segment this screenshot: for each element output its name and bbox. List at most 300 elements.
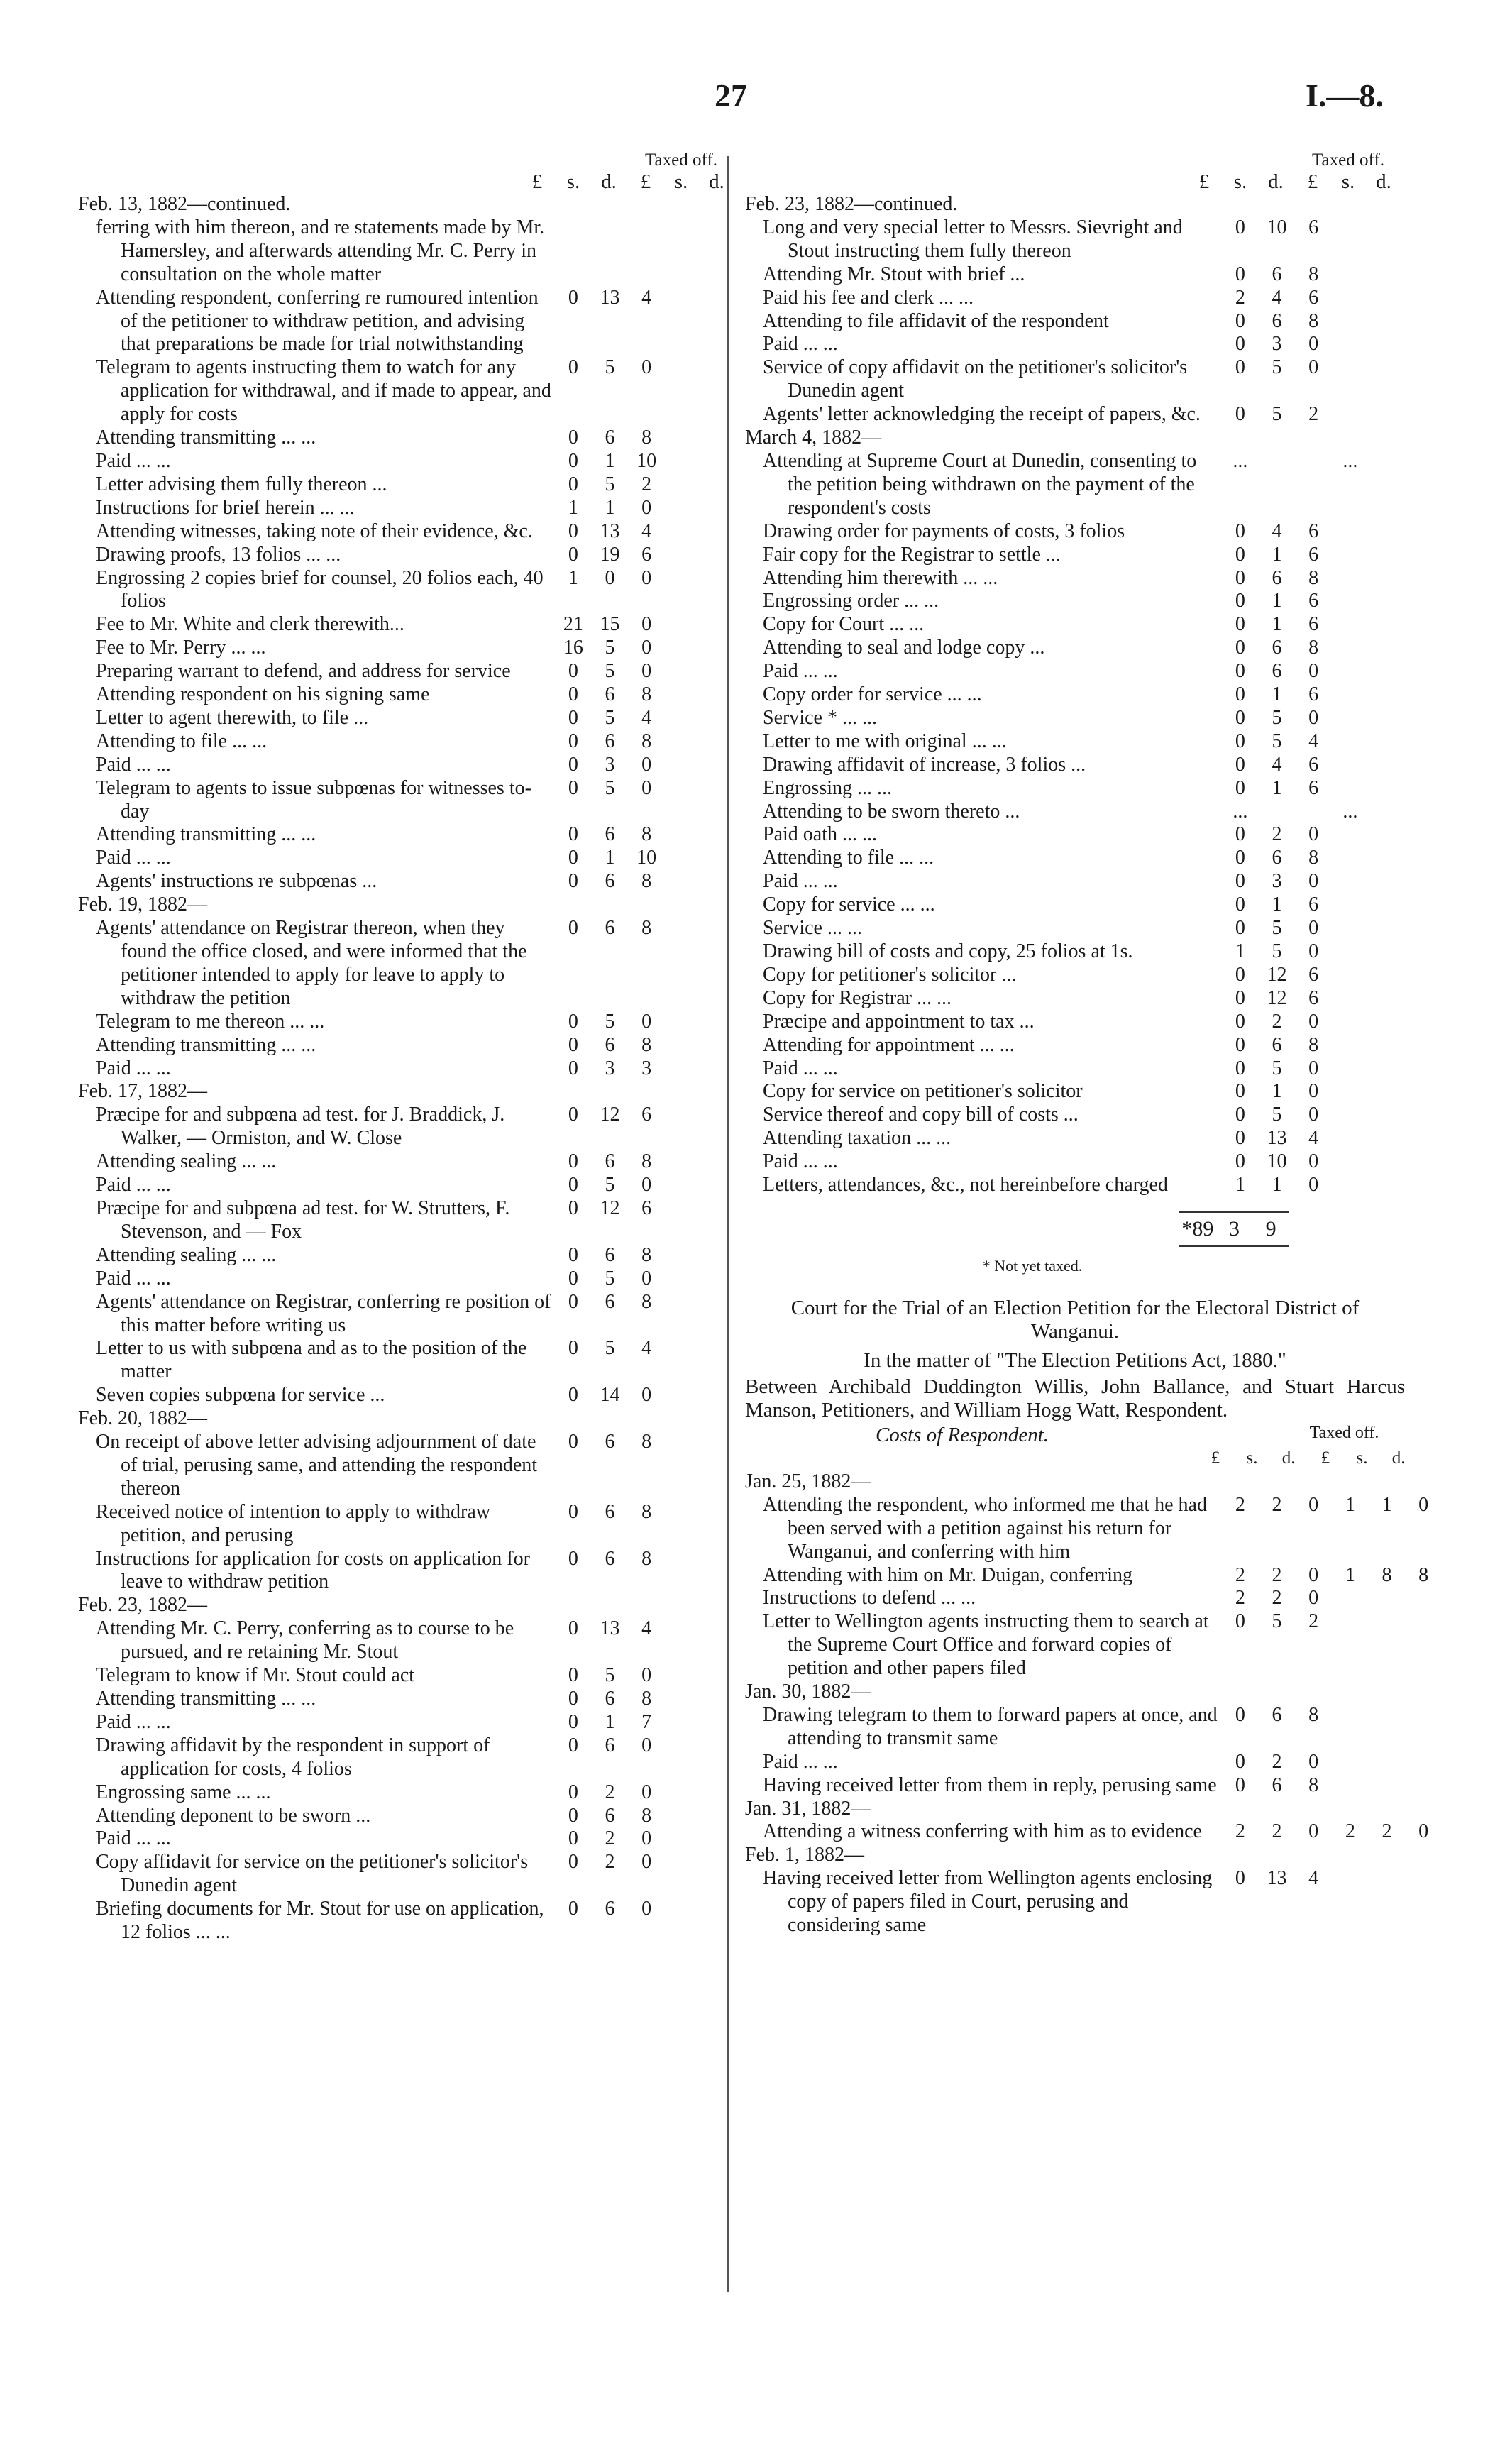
shilling-label: s. (1233, 170, 1247, 193)
amount-pounds: 0 (1235, 519, 1245, 542)
amount-shillings: 3 (605, 753, 615, 776)
cost-entry (745, 567, 1405, 590)
cost-entry (745, 847, 1405, 870)
amount-pence: 0 (1308, 706, 1319, 729)
amount-shillings: 6 (605, 870, 615, 893)
shilling-label: s. (1341, 170, 1355, 193)
entry-description: Paid ... ... (96, 847, 171, 869)
pence-label: d. (1281, 1448, 1296, 1468)
amount-pence: 6 (641, 1197, 652, 1219)
column-header (78, 150, 738, 193)
amount-pounds: 0 (568, 847, 578, 869)
amount-pence: 4 (1308, 730, 1319, 752)
amount-shillings: 6 (605, 1500, 615, 1523)
amount-pence: 8 (1308, 1703, 1319, 1726)
amount-pounds: 0 (1235, 893, 1245, 916)
amount-pounds: 0 (1235, 870, 1245, 893)
amount-shillings: 5 (605, 660, 615, 683)
cost-entry (78, 287, 738, 357)
entry-description: Paid ... ... (96, 753, 171, 776)
entry-description: Paid ... ... (763, 660, 838, 683)
entry-description: Attending Mr. Stout with brief ... (763, 263, 1025, 285)
amount-shillings: 5 (605, 1337, 615, 1360)
entry-description: Letter to us with subpœna and as to the position of the matter (96, 1337, 527, 1383)
cost-entry (745, 870, 1405, 893)
entry-description: Attending him therewith ... ... (763, 566, 998, 589)
amount-pounds: 0 (568, 1174, 578, 1197)
cost-entry (78, 1384, 738, 1407)
cost-entry (745, 660, 1405, 683)
cost-entry (745, 801, 1405, 824)
entry-description: Præcipe for and subpœna ad test. for W. Strutters, F. Stevenson, and — Fox (96, 1197, 510, 1243)
entry-description: Drawing telegram to them to forward papers at once, and attending to transmit same (763, 1703, 1218, 1749)
amount-shillings: 1 (1272, 613, 1282, 636)
cost-entry (745, 403, 1405, 427)
cost-entry (745, 1704, 1405, 1751)
amount-shillings: 2 (1272, 1587, 1282, 1610)
bill-total (745, 1211, 1405, 1247)
cost-entry (745, 637, 1405, 660)
entry-description: Præcipe for and subpœna ad test. for J. Braddick, J. Walker, — Ormiston, and W. Close (96, 1104, 505, 1150)
respondent-cost-entries (745, 1470, 1429, 1937)
amount-pounds: 0 (1235, 1057, 1245, 1079)
entry-description: Engrossing ... ... (763, 776, 892, 799)
entry-description: Letters, attendances, &c., not hereinbefore charged (763, 1174, 1168, 1197)
amount-pounds: 0 (1235, 333, 1245, 356)
amount-shillings: 6 (605, 1431, 615, 1453)
entry-description: Copy for service on petitioner's solicitor (763, 1080, 1083, 1103)
amount-shillings: 5 (605, 356, 615, 379)
amount-pounds: 0 (568, 1267, 578, 1289)
taxed-pounds: 1 (1345, 1563, 1355, 1586)
entry-description: Paid ... ... (96, 1827, 171, 1850)
taxed-shillings: 8 (1382, 1563, 1392, 1586)
amount-pence: 8 (641, 870, 652, 893)
cost-entry (78, 520, 738, 544)
amount-pence: 8 (641, 1500, 652, 1523)
amount-pounds: 0 (1235, 1750, 1245, 1773)
amount-pounds: 0 (568, 473, 578, 495)
amount-shillings: 5 (1272, 706, 1282, 729)
amount-pounds: 2 (1235, 1820, 1245, 1843)
amount-shillings: 2 (1272, 1750, 1282, 1773)
amount-pounds: 0 (1235, 216, 1245, 238)
amount-shillings: 5 (1272, 1057, 1282, 1079)
amount-pounds: 0 (1235, 1773, 1245, 1796)
page-number: 27 (715, 77, 747, 114)
cost-entry (78, 450, 738, 473)
cost-entry (745, 1011, 1405, 1034)
cost-entry (745, 964, 1405, 987)
shilling-label: s. (566, 170, 580, 193)
amount-pence: 0 (641, 1174, 652, 1197)
amount-pounds: 0 (568, 1827, 578, 1850)
amount-pounds: 0 (1235, 753, 1245, 776)
amount-pounds: 0 (1235, 356, 1245, 379)
amount-pounds: 0 (568, 1734, 578, 1756)
amount-pounds: 0 (1235, 1010, 1245, 1033)
entry-description: Fee to Mr. White and clerk therewith... (96, 613, 404, 636)
amount-pounds: 0 (568, 1898, 578, 1920)
entry-date: Jan. 31, 1882— (745, 1797, 871, 1820)
amount-pounds: 0 (1235, 683, 1245, 706)
amount-pence: 6 (1308, 776, 1319, 799)
amount-pounds: 0 (1235, 963, 1245, 986)
cost-entry (745, 1127, 1405, 1150)
costs-column-header (745, 1447, 1405, 1470)
amount-pence: 0 (641, 776, 652, 799)
amount-shillings: 3 (605, 1057, 615, 1079)
costs-heading (745, 1424, 1405, 1447)
cost-entry (78, 1617, 738, 1664)
amount-pence (1295, 450, 1332, 473)
court-parties: Between Archibald Duddington Willis, John Ballance, and Stuart Harcus Manson, Petitioners, and William Hogg Watt, Respondent. (745, 1375, 1405, 1421)
amount-pounds: 0 (568, 1033, 578, 1056)
amount-pence: 0 (641, 1851, 652, 1874)
amount-shillings: 2 (1272, 1563, 1282, 1586)
cost-entry (745, 287, 1405, 310)
total-pounds: *89 (1181, 1216, 1214, 1241)
amount-shillings: 5 (1272, 940, 1282, 962)
amount-pounds: 0 (1235, 613, 1245, 636)
amount-pence: 8 (641, 683, 652, 706)
pound-label: £ (1307, 170, 1318, 193)
total-shillings: 3 (1229, 1216, 1240, 1241)
amount-pence: 8 (641, 1688, 652, 1710)
amount-pence: 2 (1308, 403, 1319, 426)
amount-pounds: 0 (1235, 263, 1245, 285)
amount-shillings: 13 (600, 1617, 620, 1640)
cost-entry (78, 660, 738, 683)
amount-shillings: 6 (605, 1150, 615, 1173)
entry-description: Engrossing same ... ... (96, 1781, 271, 1803)
amount-pounds: 0 (568, 1197, 578, 1219)
taxed-off-label: Taxed off. (1309, 1423, 1379, 1442)
amount-pence: 8 (1308, 1773, 1319, 1796)
entry-description: Telegram to me thereon ... ... (96, 1010, 325, 1033)
amount-pence: 7 (641, 1710, 652, 1733)
cost-entry (78, 754, 738, 777)
amount-pence: 8 (641, 427, 652, 449)
entry-description: Preparing warrant to defend, and address for service (96, 660, 511, 683)
amount-pounds: 0 (1235, 590, 1245, 612)
cost-entry (745, 613, 1405, 637)
cost-entry (78, 1267, 738, 1291)
entry-description: Attending for appointment ... ... (763, 1033, 1015, 1056)
page-reference: I.—8. (1306, 77, 1384, 114)
total-pence: 9 (1265, 1216, 1276, 1241)
entry-description: Attending to file ... ... (96, 730, 268, 752)
amount-shillings: 6 (605, 730, 615, 752)
cost-entry (78, 917, 738, 1011)
amount-shillings: 1 (1272, 543, 1282, 566)
amount-pence: 0 (641, 496, 652, 519)
cost-entry (745, 216, 1405, 263)
cost-entry (78, 823, 738, 847)
amount-shillings: 1 (1272, 1080, 1282, 1103)
amount-pounds: 0 (568, 776, 578, 799)
entry-description: Service ... ... (763, 917, 862, 940)
amount-pounds: 1 (568, 496, 578, 519)
entry-description: Paid ... ... (763, 1150, 838, 1173)
cost-entry (78, 427, 738, 450)
amount-shillings: 6 (1272, 1703, 1282, 1726)
amount-shillings: 2 (1272, 1010, 1282, 1033)
amount-pence: 0 (1308, 1010, 1319, 1033)
amount-pence: 6 (641, 543, 652, 566)
cost-entry (78, 1174, 738, 1197)
cost-entry (78, 847, 738, 870)
amount-shillings: 2 (605, 1827, 615, 1850)
amount-pence: 8 (641, 917, 652, 940)
amount-pence: 4 (641, 519, 652, 542)
cost-entry (78, 1197, 738, 1244)
amount-pounds: 0 (568, 1337, 578, 1360)
entry-description: Attending to file affidavit of the respondent (763, 309, 1109, 332)
amount-pence: 6 (1308, 963, 1319, 986)
amount-pounds: 0 (1235, 706, 1245, 729)
amount-pounds: 0 (1235, 1610, 1245, 1633)
amount-pence: 4 (641, 286, 652, 309)
entry-description: Engrossing 2 copies brief for counsel, 20 folios each, 40 folios (96, 566, 544, 612)
pence-label: d. (1391, 1448, 1406, 1468)
cost-entry (745, 1150, 1405, 1174)
amount-pounds: 0 (568, 1547, 578, 1570)
amount-shillings: 2 (1272, 1493, 1282, 1516)
entry-description: Drawing order for payments of costs, 3 folios (763, 519, 1125, 542)
entry-description: Agents' attendance on Registrar, conferring re position of this matter before writing us (96, 1290, 551, 1336)
shilling-label: s. (1246, 1448, 1258, 1468)
amount-pence: 0 (1308, 1820, 1319, 1843)
entry-description: Long and very special letter to Messrs. Sievright and Stout instructing them fully thereon (763, 216, 1183, 262)
entry-description: Attending transmitting ... ... (96, 1688, 316, 1710)
cost-entry (745, 1820, 1429, 1844)
amount-pounds: 1 (568, 566, 578, 589)
amount-shillings: 5 (1272, 730, 1282, 752)
entry-description: Service thereof and copy bill of costs ... (763, 1104, 1079, 1126)
amount-pence: 0 (641, 613, 652, 636)
cost-entry (78, 1734, 738, 1781)
right-column (745, 150, 1429, 1937)
amount-pounds: 0 (568, 286, 578, 309)
amount-pounds: 0 (1235, 917, 1245, 940)
amount-pence: 0 (1308, 1104, 1319, 1126)
amount-pence: 8 (1308, 309, 1319, 332)
amount-pence (1295, 801, 1332, 824)
amount-pounds: 0 (1235, 1703, 1245, 1726)
amount-shillings: 12 (600, 1104, 620, 1126)
entry-description: Service of copy affidavit on the petitioner's solicitor's Dunedin agent (763, 356, 1188, 402)
amount-pence: 6 (1308, 893, 1319, 916)
amount-shillings: 10 (1267, 1150, 1287, 1173)
amount-pence: 8 (1308, 637, 1319, 659)
cost-entry (745, 893, 1405, 917)
amount-shillings: 5 (605, 1174, 615, 1197)
amount-pounds: 0 (1235, 637, 1245, 659)
amount-shillings: 5 (605, 1010, 615, 1033)
entry-description: Attending transmitting ... ... (96, 823, 316, 846)
amount-shillings: 2 (605, 1851, 615, 1874)
amount-shillings: 6 (605, 1804, 615, 1827)
amount-pounds: 0 (568, 1150, 578, 1173)
amount-pounds: 0 (568, 1710, 578, 1733)
amount-shillings: 6 (605, 1290, 615, 1313)
entry-description: Seven copies subpœna for service ... (96, 1384, 385, 1407)
taxed-pence: 0 (1418, 1820, 1429, 1843)
amount-pence: 6 (1308, 613, 1319, 636)
taxed-pence (1405, 801, 1442, 824)
cost-entry (78, 1711, 738, 1734)
amount-pounds: 0 (1235, 660, 1245, 683)
amount-shillings: 3 (1272, 333, 1282, 356)
entry-date: Feb. 1, 1882— (745, 1844, 864, 1866)
amount-shillings: 3 (1272, 870, 1282, 893)
entry-description: Copy affidavit for service on the petitioner's solicitor's Dunedin agent (96, 1851, 529, 1897)
amount-pence: 0 (1308, 1174, 1319, 1197)
amount-pounds: 0 (568, 1617, 578, 1640)
entry-description: Service * ... ... (763, 706, 877, 729)
amount-pounds: 0 (568, 753, 578, 776)
cost-entry (78, 216, 738, 287)
amount-pence: 8 (1308, 566, 1319, 589)
amount-shillings (1259, 801, 1296, 824)
amount-pence: 8 (641, 823, 652, 846)
taxed-shillings: 1 (1382, 1493, 1392, 1516)
amount-shillings: 12 (600, 1197, 620, 1219)
amount-pence: 8 (641, 1804, 652, 1827)
entry-description: Letter to me with original ... ... (763, 730, 1007, 752)
cost-entry (78, 1805, 738, 1828)
amount-pounds: 0 (1235, 403, 1245, 426)
amount-pounds: 0 (1235, 730, 1245, 752)
amount-pence: 6 (641, 1104, 652, 1126)
amount-shillings: 12 (1267, 986, 1287, 1009)
taxed-shillings: 2 (1382, 1820, 1392, 1843)
amount-pence: 0 (1308, 660, 1319, 683)
cost-entry (745, 730, 1405, 754)
entry-description: Telegram to agents to issue subpœnas for witnesses to-day (96, 776, 531, 823)
amount-shillings: 6 (605, 1688, 615, 1710)
amount-shillings: 6 (1272, 660, 1282, 683)
amount-shillings: 5 (1272, 356, 1282, 379)
entry-description: Paid his fee and clerk ... ... (763, 286, 974, 309)
amount-shillings: 5 (605, 1664, 615, 1687)
cost-entry (78, 777, 738, 824)
entry-description: Telegram to know if Mr. Stout could act (96, 1664, 415, 1687)
amount-pence: 0 (641, 1267, 652, 1289)
cost-entry (78, 1898, 738, 1945)
amount-pence: 0 (641, 637, 652, 659)
entry-description: ferring with him thereon, and re statements made by Mr. Hamersley, and afterwards attending Mr. C. Perry in consultation on the whole matter (96, 216, 545, 285)
amount-pence: 4 (1308, 1127, 1319, 1150)
cost-entry (78, 637, 738, 660)
amount-pounds: 0 (568, 1500, 578, 1523)
amount-shillings: 1 (1272, 683, 1282, 706)
entry-description: Engrossing order ... ... (763, 590, 939, 612)
cost-entry (745, 1057, 1405, 1081)
cost-entry (745, 1034, 1405, 1057)
entry-description: Paid ... ... (763, 1057, 838, 1079)
cost-entry (745, 520, 1405, 544)
taxed-pounds: ... (1342, 449, 1358, 472)
entry-description: Attending transmitting ... ... (96, 427, 316, 449)
amount-pounds: 0 (1235, 986, 1245, 1009)
amount-pence: 6 (1308, 986, 1319, 1009)
cost-entry (78, 1104, 738, 1150)
taxed-pence: 8 (1418, 1563, 1429, 1586)
amount-pence: 0 (1308, 1563, 1319, 1586)
amount-shillings: 12 (1267, 963, 1287, 986)
amount-shillings: 6 (1272, 263, 1282, 285)
entry-date: Feb. 23, 1882— (78, 1594, 207, 1617)
amount-shillings: 1 (1272, 590, 1282, 612)
entry-description: Attending the respondent, who informed me that he had been served with a petition against his return for Wanganui, and conferring with him (763, 1493, 1207, 1563)
entry-description: Briefing documents for Mr. Stout for use on application, 12 folios ... ... (96, 1898, 544, 1944)
pound-label: £ (640, 170, 651, 193)
amount-pence: 0 (1308, 917, 1319, 940)
amount-pounds: 0 (568, 1384, 578, 1407)
cost-entry (745, 450, 1405, 520)
cost-entry (78, 1688, 738, 1711)
entry-description: Letter advising them fully thereon ... (96, 473, 387, 495)
amount-pounds: 0 (568, 1057, 578, 1079)
amount-pence: 2 (641, 473, 652, 495)
entry-description: Attending sealing ... ... (96, 1150, 277, 1173)
amount-pounds: 0 (568, 1104, 578, 1126)
amount-pence: 8 (641, 730, 652, 752)
amount-shillings: 13 (1267, 1867, 1287, 1890)
amount-pence: 0 (641, 660, 652, 683)
amount-pence: 0 (641, 1827, 652, 1850)
taxed-off-label: Taxed off. (645, 150, 717, 170)
amount-pounds: 0 (1235, 1033, 1245, 1056)
amount-pence: 4 (1308, 1867, 1319, 1890)
amount-pounds: 0 (568, 823, 578, 846)
cost-entry (78, 473, 738, 497)
amount-pence: 0 (1308, 1493, 1319, 1516)
entry-description: Paid oath ... ... (763, 823, 877, 846)
entry-description: Drawing affidavit of increase, 3 folios ... (763, 753, 1086, 776)
entry-date: Jan. 25, 1882— (745, 1470, 871, 1492)
amount-shillings: 5 (605, 1267, 615, 1289)
amount-shillings: 2 (605, 1781, 615, 1803)
entry-description: Paid ... ... (96, 1174, 171, 1197)
amount-shillings (1259, 450, 1296, 473)
amount-pence: 8 (641, 1150, 652, 1173)
entry-description: Attending at Supreme Court at Dunedin, consenting to the petition being withdrawn on the payment of the respondent's costs (763, 449, 1197, 519)
amount-shillings: 1 (1272, 776, 1282, 799)
entry-description: Paid ... ... (96, 1057, 171, 1079)
amount-shillings: 6 (1272, 1033, 1282, 1056)
entry-description: On receipt of above letter advising adjournment of date of trial, perusing same, and attending the respondent thereon (96, 1431, 538, 1500)
amount-pence: 0 (1308, 333, 1319, 356)
amount-shillings: 6 (1272, 566, 1282, 589)
amount-pounds: 0 (1235, 1080, 1245, 1103)
cost-entry (78, 1011, 738, 1034)
entry-description: Instructions for brief herein ... ... (96, 496, 355, 519)
amount-pence: 8 (1308, 263, 1319, 285)
amount-shillings: 19 (600, 543, 620, 566)
amount-pounds: 2 (1235, 286, 1245, 309)
amount-pounds: 0 (568, 917, 578, 940)
cost-entry (745, 917, 1405, 940)
amount-pence: 0 (1308, 870, 1319, 893)
entry-description: Telegram to agents instructing them to watch for any application for withdrawal, and if made to appear, and apply for costs (96, 356, 551, 426)
amount-pence: 0 (641, 1384, 652, 1407)
cost-entry (745, 333, 1405, 356)
entry-description: Drawing proofs, 13 folios ... ... (96, 543, 341, 566)
cost-entry (745, 1587, 1405, 1610)
